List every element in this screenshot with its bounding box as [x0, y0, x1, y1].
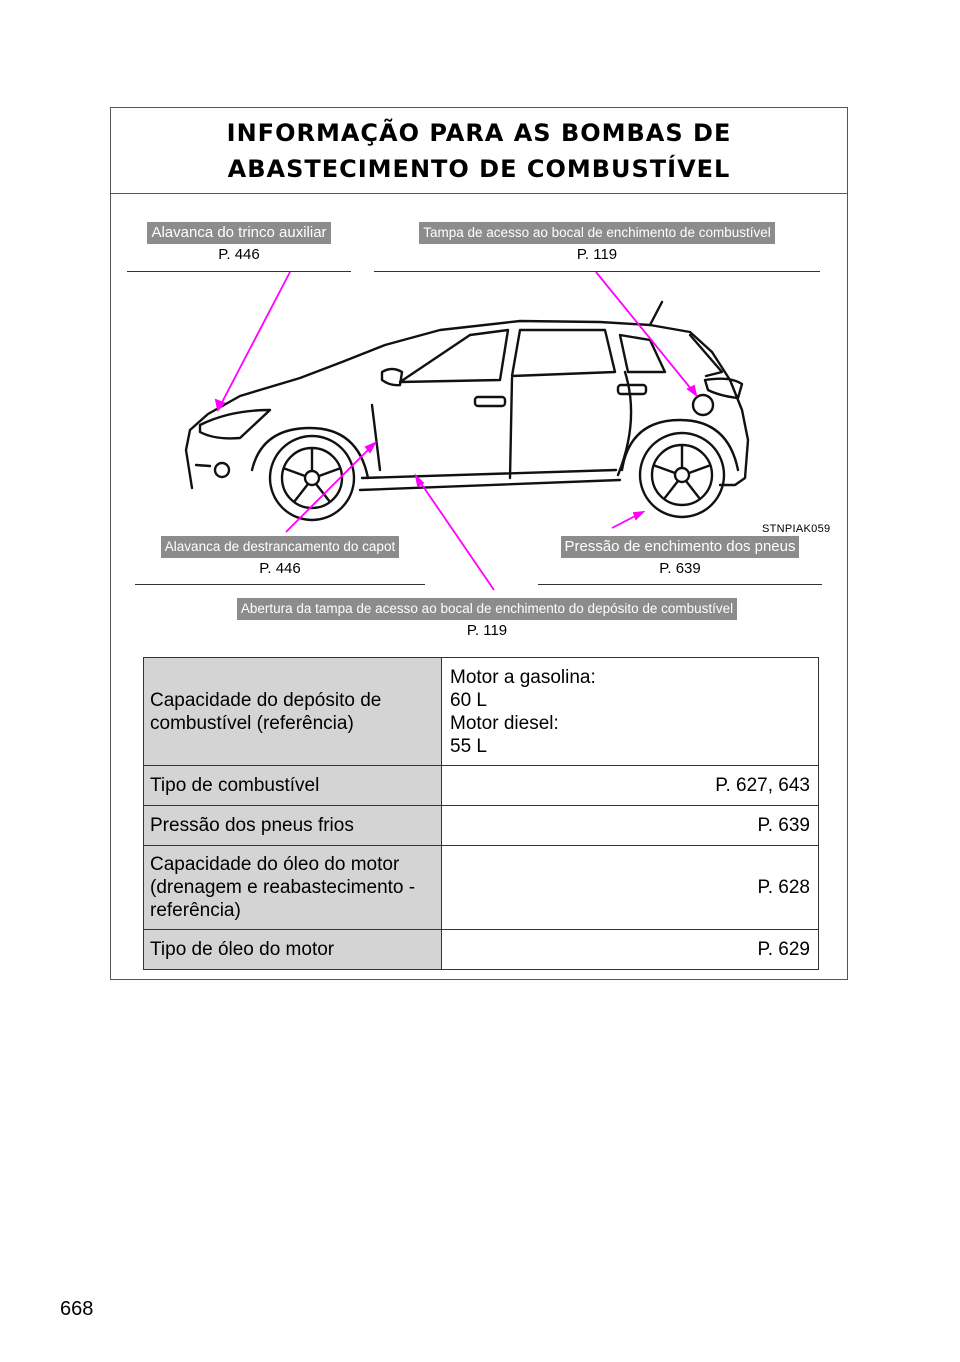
fuel-cap-icon — [693, 395, 713, 415]
row-key: Tipo de óleo do motor — [144, 930, 442, 970]
row-key: Pressão dos pneus frios — [144, 806, 442, 846]
value-line: Motor a gasolina: — [450, 666, 596, 688]
antenna — [650, 302, 662, 325]
callout-fuel-opener — [160, 598, 814, 641]
callout-hood-release-page: P. 446 — [259, 560, 301, 577]
callout-aux-latch-page: P. 446 — [218, 246, 260, 263]
callout-tire-pressure-label: Pressão de enchimento dos pneus — [561, 536, 800, 558]
row-value: P. 627, 643 — [442, 766, 819, 806]
car-body-outline — [186, 321, 748, 488]
leader-fuel-opener — [416, 476, 494, 590]
underline-tire-pressure — [538, 584, 822, 585]
front-wheel — [270, 436, 354, 520]
leader-aux-latch — [218, 272, 290, 410]
table-row — [144, 766, 819, 806]
callout-hood-release — [135, 536, 425, 579]
headlight — [200, 410, 270, 438]
callout-tire-pressure-page: P. 639 — [659, 560, 701, 577]
underline-hood-release — [135, 584, 425, 585]
callout-fuel-door — [374, 222, 820, 265]
table-row — [144, 658, 819, 766]
front-door-window — [400, 330, 508, 382]
callout-fuel-door-page: P. 119 — [576, 246, 618, 263]
row-key: Tipo de combustível — [144, 766, 442, 806]
side-mirror — [382, 369, 402, 385]
page-title-line-1: INFORMAÇÃO PARA AS BOMBAS DE — [226, 118, 732, 147]
illustration-code: STNPIAK059 — [762, 523, 831, 535]
table-row — [144, 806, 819, 846]
leader-fuel-door — [596, 272, 696, 395]
leader-hood-release — [286, 443, 375, 532]
value-line: Motor diesel: — [450, 712, 559, 734]
callout-fuel-opener-page: P. 119 — [466, 622, 508, 639]
rear-door-handle — [618, 385, 646, 394]
table-row — [144, 846, 819, 930]
page-number: 668 — [60, 1298, 94, 1320]
underline-aux-latch — [127, 271, 351, 272]
callout-fuel-opener-label: Abertura da tampa de acesso ao bocal de enchimento do depósito de combustível — [237, 598, 737, 620]
table-row — [144, 930, 819, 970]
callout-fuel-door-label: Tampa de acesso ao bocal de enchimento de combustível — [419, 222, 774, 244]
callout-aux-latch — [127, 222, 351, 265]
value-line: 60 L — [450, 689, 487, 711]
row-value: P. 639 — [442, 806, 819, 846]
callout-tire-pressure — [538, 536, 822, 579]
page-title-line-2: ABASTECIMENTO DE COMBUSTÍVEL — [227, 154, 731, 183]
row-value: P. 629 — [442, 930, 819, 970]
callout-hood-release-label: Alavanca de destrancamento do capot — [161, 536, 399, 558]
spec-table — [143, 657, 819, 970]
callout-aux-latch-label: Alavanca do trinco auxiliar — [147, 222, 330, 244]
rear-door-window — [512, 330, 615, 376]
row-value — [442, 658, 819, 766]
value-line: 55 L — [450, 735, 487, 757]
row-value: P. 628 — [442, 846, 819, 930]
underline-fuel-door — [374, 271, 820, 272]
row-key: Capacidade do depósito de combustível (referência) — [144, 658, 442, 766]
quarter-window — [620, 335, 665, 372]
car-rocker — [360, 480, 620, 490]
row-key: Capacidade do óleo do motor (drenagem e reabastecimento - referência) — [144, 846, 442, 930]
front-door-handle — [475, 397, 505, 406]
rear-wheel — [640, 433, 724, 517]
